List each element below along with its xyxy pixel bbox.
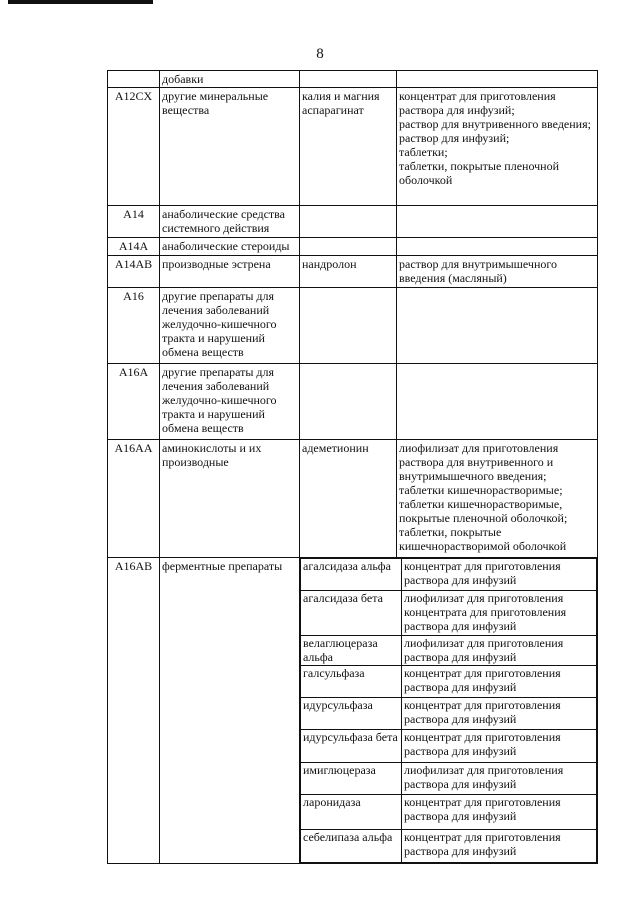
drug-name <box>300 288 397 364</box>
atc-code: A16AA <box>108 440 160 558</box>
list-item <box>301 830 597 863</box>
drug-name: агалсидаза альфа <box>301 559 402 591</box>
page-number: 8 <box>316 46 324 62</box>
drug-name: агалсидаза бета <box>301 591 402 636</box>
drug-name: галсульфаза <box>301 666 402 698</box>
dosage-form: концентрат для приготовления раствора для инфузий <box>402 730 597 763</box>
dosage-form: лиофилизат для приготовления раствора для инфузий <box>402 636 597 666</box>
dosage-form: концентрат для приготовления раствора для инфузий <box>402 698 597 730</box>
drug-name <box>300 364 397 440</box>
group-name: другие препараты для лечения заболеваний желудочно-кишечного тракта и нарушений обмена веществ <box>160 364 300 440</box>
drug-name <box>300 206 397 238</box>
list-item <box>301 698 597 730</box>
drug-name: велаглюцераза альфа <box>301 636 402 666</box>
atc-code: A12CX <box>108 88 160 206</box>
table-row <box>108 88 598 206</box>
group-name: добавки <box>160 71 300 88</box>
table-row <box>108 256 598 288</box>
dosage-form <box>397 288 598 364</box>
dosage-form: концентрат для приготовления раствора для инфузий <box>402 559 597 591</box>
group-name: анаболические стероиды <box>160 238 300 256</box>
dosage-form <box>397 71 598 88</box>
group-name: ферментные препараты <box>160 558 300 864</box>
list-item <box>301 730 597 763</box>
atc-code: A14 <box>108 206 160 238</box>
dosage-form <box>397 364 598 440</box>
table-row <box>108 364 598 440</box>
dosage-form: концентрат для приготовления раствора для инфузий <box>402 666 597 698</box>
drug-table <box>107 70 598 864</box>
atc-code: A14A <box>108 238 160 256</box>
list-item <box>301 559 597 591</box>
enzyme-preparations-cell <box>300 558 598 864</box>
dosage-form: раствор для внутримышечного введения (масляный) <box>397 256 598 288</box>
table-row-enzymes <box>108 558 598 864</box>
dosage-form <box>397 206 598 238</box>
list-item <box>301 795 597 830</box>
dosage-form: концентрат для приготовления раствора для инфузий <box>402 830 597 863</box>
drug-name <box>300 71 397 88</box>
dosage-form: лиофилизат для приготовления концентрата для приготовления раствора для инфузий <box>402 591 597 636</box>
table-row <box>108 206 598 238</box>
drug-name: калия и магния аспарагинат <box>300 88 397 206</box>
drug-name: идурсульфаза бета <box>301 730 402 763</box>
group-name: другие препараты для лечения заболеваний желудочно-кишечного тракта и нарушений обмена веществ <box>160 288 300 364</box>
drug-name: адеметионин <box>300 440 397 558</box>
table-row <box>108 288 598 364</box>
table-row <box>108 440 598 558</box>
drug-name: имиглюцераза <box>301 763 402 795</box>
drug-name: идурсульфаза <box>301 698 402 730</box>
atc-code: A16 <box>108 288 160 364</box>
table-row <box>108 71 598 88</box>
group-name: аминокислоты и их производные <box>160 440 300 558</box>
group-name: другие минеральные вещества <box>160 88 300 206</box>
list-item <box>301 591 597 636</box>
drug-name <box>300 238 397 256</box>
atc-code <box>108 71 160 88</box>
group-name: анаболические средства системного действия <box>160 206 300 238</box>
atc-code: A16A <box>108 364 160 440</box>
dosage-form: концентрат для приготовления раствора для инфузий <box>402 795 597 830</box>
atc-code: A14AB <box>108 256 160 288</box>
dosage-form: концентрат для приготовления раствора для инфузий; раствор для внутривенного введения; раствор для инфузий; таблетки; таблетки, покрытые пленочной оболочкой <box>397 88 598 206</box>
dosage-form: лиофилизат для приготовления раствора для инфузий <box>402 763 597 795</box>
dosage-form: лиофилизат для приготовления раствора для внутривенного и внутримышечного введения; таблетки кишечнорастворимые; таблетки кишечнорастворимые, покрытые пленочной оболочкой; таблетки, покрытые кишечнорастворимой оболочкой <box>397 440 598 558</box>
enzyme-preparations-list <box>300 558 597 863</box>
list-item <box>301 636 597 666</box>
drug-name: ларонидаза <box>301 795 402 830</box>
top-rule <box>8 0 153 4</box>
dosage-form <box>397 238 598 256</box>
group-name: производные эстрена <box>160 256 300 288</box>
drug-name: нандролон <box>300 256 397 288</box>
list-item <box>301 666 597 698</box>
drug-name: себелипаза альфа <box>301 830 402 863</box>
list-item <box>301 763 597 795</box>
atc-code: A16AB <box>108 558 160 864</box>
table-row <box>108 238 598 256</box>
